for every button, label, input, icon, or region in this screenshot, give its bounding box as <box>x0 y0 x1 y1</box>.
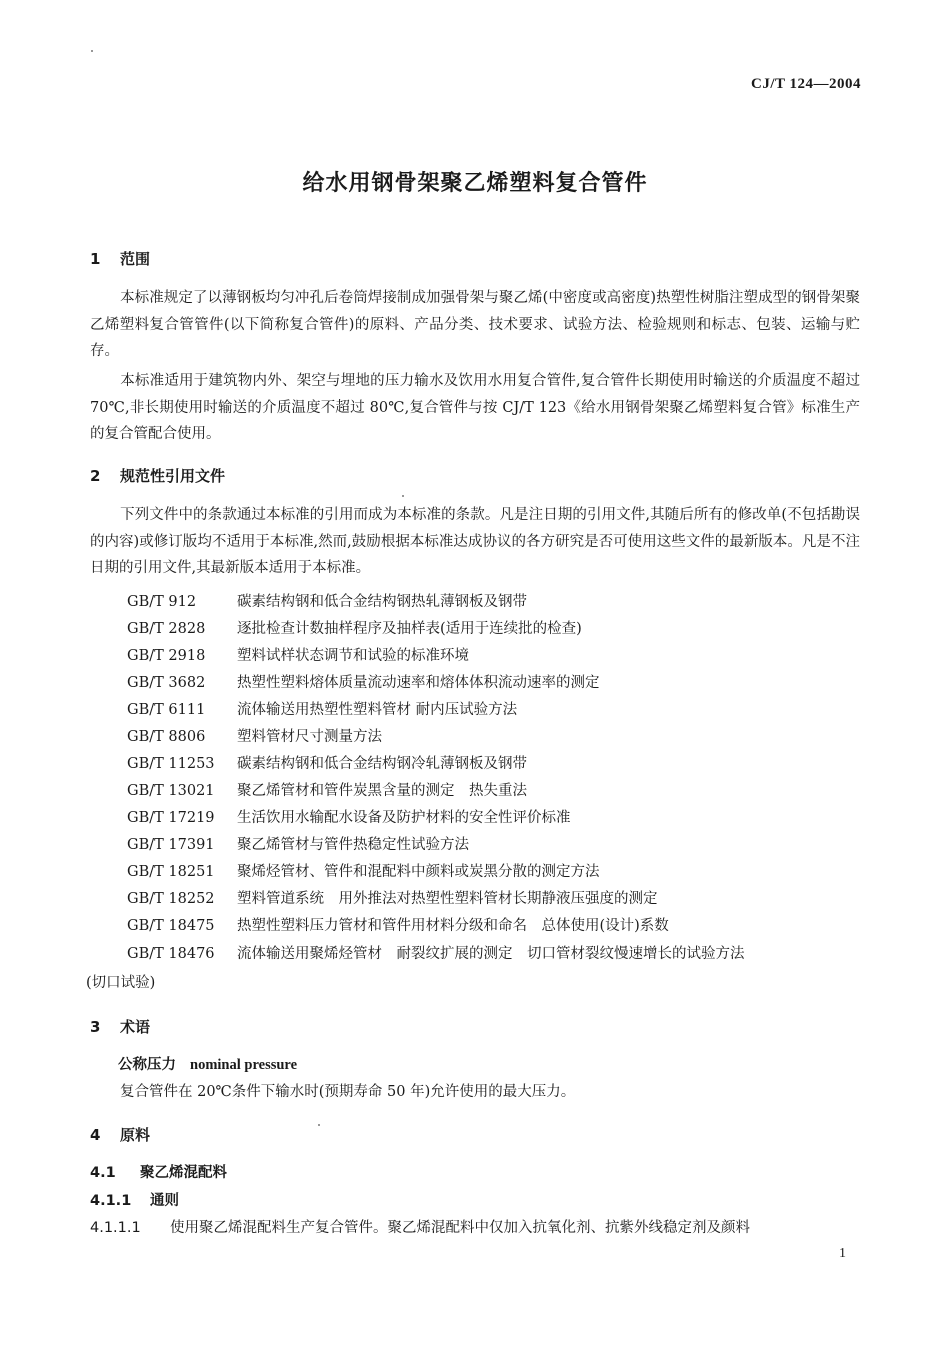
section-number: 4 <box>90 1126 101 1144</box>
reference-item: GB/T 11253 碳素结构钢和低合金结构钢冷轧薄钢板及钢带 <box>127 756 527 772</box>
section-number: 2 <box>90 467 101 485</box>
section-title: 范围 <box>120 250 151 268</box>
clause-4-1-1: 4.1.1 通则 <box>90 1193 179 1209</box>
reference-item: GB/T 18252 塑料管道系统 用外推法对热塑性塑料管材长期静液压强度的测定 <box>127 891 658 907</box>
section-1-paragraph-1: 本标准规定了以薄钢板均匀冲孔后卷筒焊接制成加强骨架与聚乙烯(中密度或高密度)热塑性树脂注塑成型的钢骨架聚乙烯塑料复合管管件(以下简称复合管件)的原料、产品分类、技术要求、试验方法、检验规则和标志、包装、运输与贮存。 <box>90 290 860 359</box>
reference-item: GB/T 13021 聚乙烯管材和管件炭黑含量的测定 热失重法 <box>127 783 527 799</box>
section-2-heading <box>90 465 225 486</box>
section-1-paragraph-2: 本标准适用于建筑物内外、架空与埋地的压力输水及饮用水用复合管件,复合管件长期使用时输送的介质温度不超过 70℃,非长期使用时输送的介质温度不超过 80℃,复合管件与按 CJ/T 123《给水用钢骨架聚乙烯塑料复合管》标准生产的复合管配合使用。 <box>90 373 860 442</box>
section-4-heading <box>90 1124 150 1145</box>
term-entry <box>118 1053 297 1074</box>
reference-item: GB/T 912 碳素结构钢和低合金结构钢热轧薄钢板及钢带 <box>127 594 527 610</box>
clause-4-1: 4.1 聚乙烯混配料 <box>90 1165 227 1181</box>
scan-speck <box>91 50 93 52</box>
reference-item: GB/T 3682 热塑性塑料熔体质量流动速率和熔体体积流动速率的测定 <box>127 675 600 691</box>
reference-item: GB/T 2828 逐批检查计数抽样程序及抽样表(适用于连续批的检查) <box>127 621 582 637</box>
page-number: 1 <box>839 1246 846 1261</box>
section-number: 1 <box>90 250 101 268</box>
reference-item: GB/T 6111 流体输送用热塑性塑料管材 耐内压试验方法 <box>127 702 518 718</box>
term-chinese: 公称压力 <box>118 1056 176 1073</box>
section-3-heading <box>90 1016 150 1037</box>
section-title: 术语 <box>120 1018 151 1036</box>
term-definition: 复合管件在 20℃条件下输水时(预期寿命 50 年)允许使用的最大压力。 <box>120 1084 576 1100</box>
reference-item: GB/T 2918 塑料试样状态调节和试验的标准环境 <box>127 648 469 664</box>
scan-speck <box>318 1124 320 1126</box>
reference-continuation: (切口试验) <box>86 975 156 991</box>
reference-item: GB/T 18476 流体输送用聚烯烃管材 耐裂纹扩展的测定 切口管材裂纹慢速增长的试验方法 <box>127 946 745 962</box>
reference-item: GB/T 8806 塑料管材尺寸测量方法 <box>127 729 382 745</box>
reference-item: GB/T 18251 聚烯烃管材、管件和混配料中颜料或炭黑分散的测定方法 <box>127 864 600 880</box>
section-2-paragraph-1: 下列文件中的条款通过本标准的引用而成为本标准的条款。凡是注日期的引用文件,其随后所有的修改单(不包括勘误的内容)或修订版均不适用于本标准,然而,鼓励根据本标准达成协议的各方研究是否可使用这些文件的最新版本。凡是不注日期的引用文件,其最新版本适用于本标准。 <box>90 507 860 576</box>
clause-4-1-1-1: 4.1.1.1 使用聚乙烯混配料生产复合管件。聚乙烯混配料中仅加入抗氧化剂、抗紫外线稳定剂及颜料 <box>90 1220 750 1236</box>
standard-number: CJ/T 124—2004 <box>751 76 861 92</box>
reference-item: GB/T 17219 生活饮用水输配水设备及防护材料的安全性评价标准 <box>127 810 571 826</box>
scan-speck <box>402 495 404 497</box>
section-title: 规范性引用文件 <box>120 467 226 485</box>
document-title: 给水用钢骨架聚乙烯塑料复合管件 <box>302 171 648 196</box>
section-number: 3 <box>90 1018 101 1036</box>
term-english: nominal pressure <box>190 1057 298 1073</box>
section-title: 原料 <box>120 1126 151 1144</box>
reference-item: GB/T 18475 热塑性塑料压力管材和管件用材料分级和命名 总体使用(设计)系数 <box>127 918 669 934</box>
reference-item: GB/T 17391 聚乙烯管材与管件热稳定性试验方法 <box>127 837 469 853</box>
section-1-heading <box>90 248 150 269</box>
